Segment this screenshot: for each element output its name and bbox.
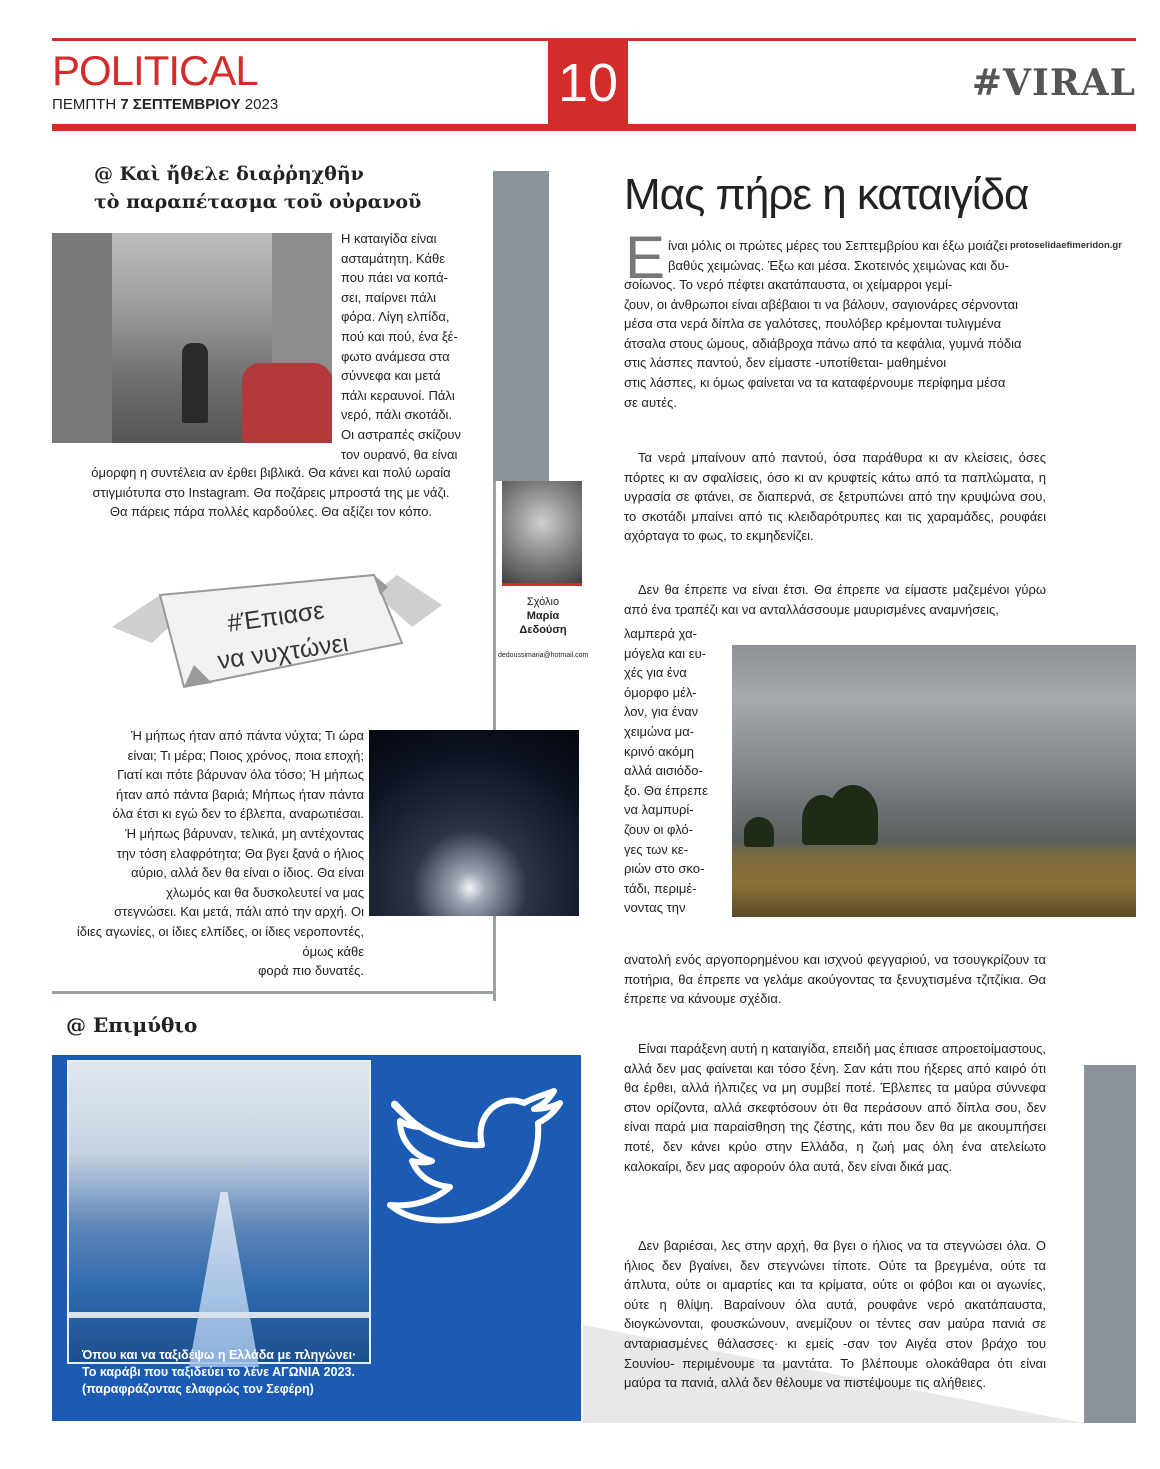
column-frame-bottom [52, 991, 496, 994]
text-line: ξο. Θα έπρεπε [624, 782, 708, 798]
text-line: στις λάσπες παντού, δεν είμαστε -υποτίθεται- μαθημένοι [624, 355, 947, 371]
viral-tag: #VIRAL [971, 62, 1136, 104]
text-line: σει, παίρνει πάλι [341, 289, 436, 305]
text-line: μέσα στα νερά δίπλα σε γαλότσες, πουλόβερ κρέμονται τυλιγμένα [624, 316, 1002, 332]
text-line: Η καταιγίδα είναι [341, 231, 437, 246]
text-line: λαμπερά χα- [624, 626, 697, 641]
issue-date [52, 96, 278, 113]
date-weekday: ΠΕΜΠΤΗ [52, 96, 117, 113]
main-p2: Τα νερά μπαίνουν από παντού, όσα παράθυρα κι αν κλείσεις, όσες πόρτες κι αν σφαλίσεις, όσο κι αν κρυφτείς κάτω από τα παπλώματα, η υγρασία σε φτάνει, σε διαπερνά, σε ξετρυπώνει από την κρυψώνα σου, το σκοτάδι μπαίνει από τις κλειδαρότρυπες και τις χαραμάδες, ρουφάει αχόρταγα το φως, το εκμηδενίζει. [624, 450, 1046, 544]
text-line: τάδι, περιμέ- [624, 880, 697, 896]
tree-shape [828, 785, 878, 845]
main-p3-rest: ανατολή ενός αργοπορημένου και ισχνού φεγγαριού, να τσουγκρίζουν τα ποτήρια, θα έπρεπε να γελάμε ακούγοντας τα ξενυχτισμένα τζιτζίκια. Θα έπρεπε να κάνουμε σχέδια. [624, 952, 1046, 1007]
night-text [64, 726, 364, 981]
ribbon-line-1: #Έπιασε [225, 596, 327, 638]
rainy-street-photo [52, 233, 332, 443]
wake-shape [189, 1192, 259, 1367]
text-line: στεγνώσει. Και μετά, πάλι από την αρχή. Οι [114, 904, 364, 920]
text-line: πάλι κεραυνοί. Πάλι [341, 387, 455, 403]
text-line: στις λάσπες, κι όμως φαίνεται να τα καταφέρνουμε περίφημα μέσα [624, 374, 1006, 390]
ribbon-line-2: να νυχτώνει [215, 629, 350, 676]
text-line: γες των κε- [624, 841, 689, 857]
ship-wake-photo [67, 1060, 371, 1364]
text-line: Ή μήπως ήταν από πάντα νύχτα; Τι ώρα [131, 728, 364, 743]
caption-line: Το καράβι που ταξιδεύει το λένε ΑΓΩΝΙΑ 2023. [82, 1365, 355, 1379]
text-line: σύννεφα και μετά [341, 368, 441, 384]
epimythio-title: @ Επιμύθιο [66, 1013, 198, 1037]
text-line: φορά πιο δυνατές. [257, 963, 364, 979]
text-line: είναι; Τι μέρα; Ποιος χρόνος, ποια εποχή; [127, 747, 364, 763]
text-line: να λαμπυρί- [624, 802, 694, 818]
text-line: αύριο, αλλά δεν θα είναι ο ίδιος. Θα είναι [131, 865, 364, 881]
text-line: ίδιες αγωνίες, οι ίδιες ελπίδες, οι ίδιες νεροποντές, όμως κάθε [76, 923, 364, 959]
ribbon-banner [112, 565, 442, 695]
text-line: Γιατί και πότε βάρυναν όλα τόσο; Ή μήπως [117, 767, 364, 783]
caption-line: (παραφράζοντας ελαφρώς τον Σεφέρη) [82, 1382, 314, 1396]
bird-icon [382, 1075, 572, 1235]
left-wide-text: όμορφη η συντέλεια αν έρθει βιβλικά. Θα κάνει και πολύ ωραία στιγμιότυπα στο Instagram. Θα ποζάρεις μπροστά της με νάζι. Θα πάρεις πάρα πολλές καρδούλες. Θα αξίζει τον κόπο. [91, 465, 451, 520]
author-label: Σχόλιο [526, 596, 560, 608]
header-bottom-rule [52, 124, 1136, 131]
text-line: χλωμός και θα δυσκολευτεί να μας [165, 884, 364, 900]
text-line: φόρα. Λίγη ελπίδα, [341, 309, 450, 325]
text-line: ίναι μόλις οι πρώτες μέρες του Σεπτεμβρίου και έξω μοιάζει [668, 238, 1008, 253]
text-line: κρινό ακόμη [624, 743, 694, 759]
text-line: την τόση ελαφρότητα; Θα βγει ξανά ο ήλιος [116, 845, 364, 861]
text-line: όλα έτσι κι εγώ δεν το έβλεπα, αναρωτιέσαι. [112, 806, 364, 822]
title-line: @ Καὶ ἤθελε διαῤῥηχθῆν [94, 163, 364, 185]
author-photo-rule [502, 583, 582, 586]
text-line: Ή μήπως βάρυναν, τελικά, μη αντέχοντας [125, 825, 364, 841]
text-line: λον, για έναν [624, 704, 699, 720]
main-p4: Είναι παράξενη αυτή η καταιγίδα, επειδή μας έπιασε απροετοίμαστους, αλλά δεν μας φαίνεται και τόσο ξένη. Σαν κάτι που ήξερες από καιρό ότι θα έρθει, αλλά ήλπιζες να μη συμβεί ποτέ. Έβλεπες τα μαύρα σύννεφα στον ορίζοντα, αλλά σκεφτόσουν ότι θα περάσουν από δίπλα σου, δεν είναι παρά μια παραίσθηση της ζέστης, κάτι που δεν θα με ακουμπήσει ποτέ, δεν κάνει κρύο στην Ελλάδα, η ζωή μας όλη ένα ατελείωτο καλοκαίρι, δεν μας αφορούν όλα αυτά, δεν είναι δικά μας. [624, 1041, 1046, 1174]
text-line: τον ουρανό, θα είναι [341, 446, 458, 462]
author-last-name: Δεδούση [519, 624, 567, 636]
left-narrow-text [341, 229, 481, 464]
text-line: άτσαλα στους ώμους, αδιάβροχα πάνω από τα κεφάλια, γυμνά πόδια [624, 335, 1022, 351]
main-p3-narrow [624, 624, 720, 918]
caption-line: Όπου και να ταξιδέψω η Ελλάδα με πληγώνει· [82, 1348, 357, 1362]
text-line: χές για ένα [624, 665, 687, 681]
text-line: μόγελα και ευ- [624, 645, 707, 661]
ship-rail-shape [69, 1312, 369, 1318]
text-line: ζουν οι φλό- [624, 821, 694, 837]
drop-cap: Ε [625, 224, 666, 291]
decor-gray-bar-right [1084, 1065, 1136, 1423]
main-p3-intro: Δεν θα έπρεπε να είναι έτσι. Θα έπρεπε να είμαστε μαζεμένοι γύρω από ένα τραπέζι και να ανταλλάσσουμε μαυρισμένες αναμνήσεις, [624, 582, 1046, 617]
storm-clouds-photo [732, 645, 1136, 917]
text-line: σε αυτές. [624, 394, 677, 410]
author-credit [498, 595, 588, 637]
text-line: αλλά αισιόδο- [624, 763, 703, 779]
title-line: τὸ παραπέτασμα τοῦ οὐρανοῦ [94, 191, 422, 213]
text-line: σοίωνος. Το νερό πέφτει ακατάπαυστα, οι χείμαρροι γεμί- [624, 277, 953, 292]
tree-shape [744, 817, 774, 847]
text-line: νερό, πάλι σκοτάδι. [341, 407, 453, 423]
section-title: POLITICAL [52, 47, 258, 94]
building-shape [272, 233, 332, 373]
date-year: 2023 [244, 96, 279, 113]
author-first-name: Μαρία [526, 610, 560, 622]
text-line: ήταν από πάντα βαριά; Μήπως ήταν πάντα [116, 786, 364, 802]
text-line: χειμώνα μα- [624, 723, 695, 739]
night-sky-photo [369, 730, 579, 916]
main-p5: Δεν βαριέσαι, λες στην αρχή, θα βγει ο ήλιος να τα στεγνώσει όλα. Ο ήλιος δεν βγαίνει, δεν στεγνώνει τίποτε. Ούτε τα βρεγμένα, ούτε τα άπλυτα, ούτε οι αμαρτίες και τα κρίματα, ούτε οι φόβοι και οι αγωνίες, ούτε η θλίψη. Βαραίνουν όλα αυτά, ρουφάνε νερό ακατάπαυστα, διογκώνονται, φουσκώνουν, ανεμίζουν οι τέντες σαν μαύρα πανιά σε ανταριασμένες θάλασσες· κι εμείς -σαν τον Αιγέα στον βράχο του Σουνίου- περιμένουμε τα μαντάτα. Το βλέπουμε ολοκάθαρα ότι είναι μαύρα τα πανιά, αλλά δεν θέλουμε να πιστέψουμε τις αλήθειες. [624, 1238, 1046, 1391]
author-photo [502, 481, 582, 585]
text-line: φωτο ανάμεσα στα [341, 348, 450, 364]
text-line: βαθύς χειμώνας. Έξω και μέσα. Σκοτεινός χειμώνας και δυ- [668, 257, 1009, 273]
main-headline: Μας πήρε η καταιγίδα [624, 170, 1029, 219]
walking-person-shape [182, 343, 208, 423]
text-line: που πάει να κοπά- [341, 270, 448, 286]
text-line: όμορφο μέλ- [624, 684, 697, 700]
epimythio-caption [82, 1347, 382, 1398]
text-line: Οι αστραπές σκίζουν [341, 426, 461, 442]
building-shape [52, 233, 112, 443]
text-line: ριών στο σκο- [624, 861, 705, 877]
main-p1-body [624, 275, 1046, 412]
text-line: ασταμάτητη. Κάθε [341, 250, 446, 266]
text-line: πού και πού, ένα ξέ- [341, 328, 458, 344]
author-email: dedoussimaria@hotmail.com [498, 652, 589, 659]
text-line: νοντας την [624, 900, 686, 916]
left-article-title [94, 160, 474, 216]
source-watermark: protoselidaefimeridon.gr [1010, 240, 1122, 251]
text-line: ζουν, οι άνθρωποι είναι αβέβαιοι τι να βάλουν, σαγιονάρες σέρνονται [624, 296, 1019, 312]
date-day-month: 7 ΣΕΠΤΕΜΒΡΙΟΥ [120, 96, 241, 113]
page-number: 10 [548, 38, 628, 128]
red-car-shape [242, 363, 332, 443]
main-p1-head [668, 236, 1046, 275]
decor-gray-bar [493, 171, 549, 481]
